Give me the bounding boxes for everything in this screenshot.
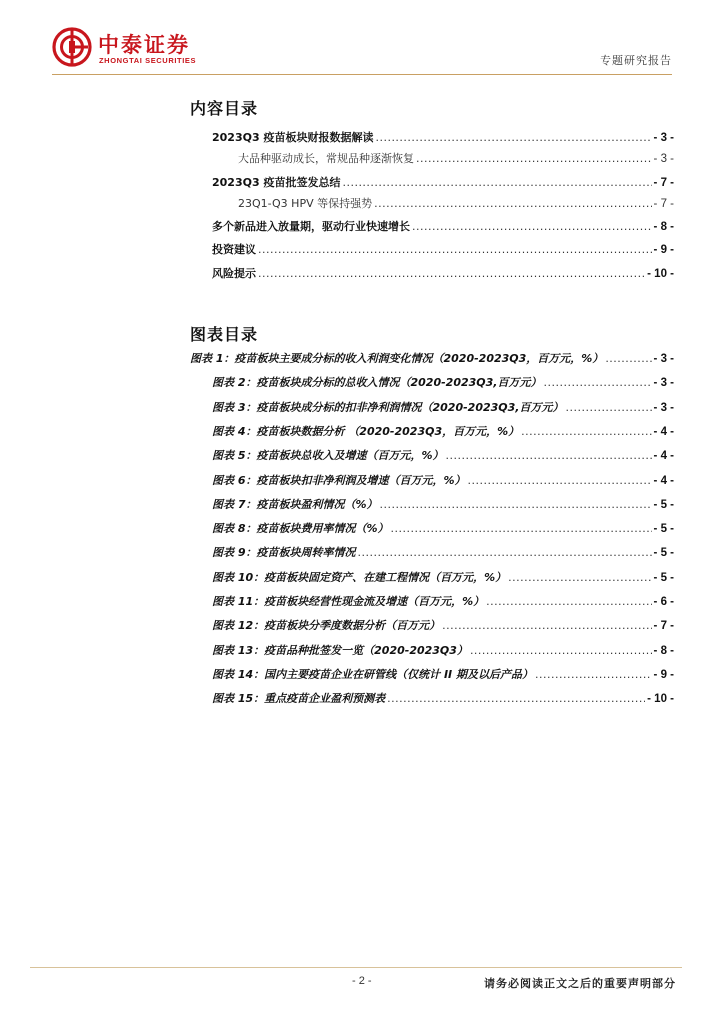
- contents-title: 内容目录: [190, 99, 259, 118]
- figures-title: 图表目录: [190, 325, 259, 344]
- toc-entry-label: 图表 7：疫苗板块盈利情况（%）: [212, 497, 378, 511]
- dot-leader: [342, 174, 651, 192]
- disclaimer-note: 请务必阅读正文之后的重要声明部分: [484, 977, 676, 990]
- dot-leader: [470, 642, 652, 660]
- dot-leader: [391, 520, 652, 538]
- toc-entry-label: 2023Q3 疫苗板块财报数据解读: [212, 131, 374, 144]
- toc-entry-page: - 3 -: [653, 353, 674, 365]
- toc-entry[interactable]: [212, 218, 674, 236]
- toc-entry-page: - 4 -: [653, 425, 674, 438]
- logo-text-en: ZHONGTAI SECURITIES: [99, 56, 197, 65]
- toc-entry-label: 图表 3：疫苗板块成分标的扣非净利润情况（2020-2023Q3,百万元）: [212, 400, 564, 414]
- toc-entry-page: - 3 -: [653, 377, 674, 390]
- toc-entry-page: - 7 -: [653, 620, 674, 633]
- toc-entry-page: - 9 -: [653, 244, 674, 256]
- logo-text-cn: 中泰证券: [98, 33, 190, 57]
- dot-leader: [375, 129, 651, 147]
- dot-leader: [357, 544, 651, 562]
- toc-entry[interactable]: [212, 593, 674, 611]
- toc-entry[interactable]: [212, 617, 674, 635]
- toc-entry-label: 多个新品进入放量期，驱动行业快速增长: [212, 220, 410, 233]
- toc-entry[interactable]: [212, 374, 674, 392]
- toc-entry[interactable]: [212, 423, 674, 441]
- page-header: [0, 0, 724, 75]
- toc-entry[interactable]: [190, 350, 674, 368]
- toc-entry-page: - 5 -: [653, 547, 674, 560]
- toc-entry-label: 图表 2：疫苗板块成分标的总收入情况（2020-2023Q3,百万元）: [212, 376, 542, 390]
- dot-leader: [412, 218, 652, 236]
- toc-entry[interactable]: [212, 642, 674, 660]
- toc-entry-label: 2023Q3 疫苗批签发总结: [212, 176, 341, 189]
- toc-entry-label: 图表 5：疫苗板块总收入及增速（百万元，%）: [212, 449, 444, 463]
- toc-entry-label: 图表 11：疫苗板块经营性现金流及增速（百万元，%）: [212, 595, 485, 608]
- toc-entry-label: 图表 6：疫苗板块扣非净利润及增速（百万元，%）: [212, 473, 466, 487]
- toc-entry-label: 图表 14：国内主要疫苗企业在研管线（仅统计 II 期及以后产品）: [212, 667, 533, 681]
- toc-entry[interactable]: [212, 544, 674, 562]
- toc-entry-page: - 3 -: [653, 153, 674, 165]
- toc-entry-label: 大品种驱动成长，常规品种逐渐恢复: [238, 152, 414, 165]
- toc-entry-label: 图表 13：疫苗品种批签发一览（2020-2023Q3）: [212, 643, 468, 657]
- toc-entry-page: - 5 -: [653, 523, 674, 536]
- company-logo: [52, 27, 232, 69]
- toc-entry-page: - 8 -: [653, 221, 674, 233]
- toc-entry[interactable]: [212, 666, 674, 684]
- toc-entry[interactable]: [212, 569, 674, 587]
- dot-leader: [521, 423, 651, 441]
- footer-divider: [30, 967, 682, 968]
- dot-leader: [380, 496, 652, 514]
- toc-entry-page: - 9 -: [653, 668, 674, 681]
- toc-entry-page: - 10 -: [647, 693, 674, 706]
- toc-entry-page: - 5 -: [653, 571, 674, 584]
- dot-leader: [508, 569, 651, 587]
- dot-leader: [258, 265, 645, 283]
- dot-leader: [416, 150, 652, 168]
- toc-entry-label: 图表 12：疫苗板块分季度数据分析（百万元）: [212, 619, 441, 633]
- toc-entry-label: 图表 10：疫苗板块固定资产、在建工程情况（百万元，%）: [212, 570, 507, 584]
- toc-entry-page: - 10 -: [647, 268, 674, 280]
- page-number: - 2 -: [352, 975, 372, 987]
- toc-entry[interactable]: [212, 174, 674, 192]
- toc-entry[interactable]: [212, 520, 674, 538]
- toc-entry-label: 23Q1-Q3 HPV 等保持强势: [238, 197, 373, 210]
- dot-leader: [446, 447, 652, 465]
- toc-entry[interactable]: [238, 195, 674, 213]
- toc-entry[interactable]: [212, 265, 674, 283]
- toc-entry[interactable]: [212, 690, 674, 708]
- toc-entry-page: - 4 -: [653, 474, 674, 487]
- toc-entry-page: - 5 -: [653, 498, 674, 511]
- dot-leader: [258, 241, 652, 259]
- dot-leader: [387, 690, 645, 708]
- toc-entry-page: - 6 -: [653, 596, 674, 608]
- toc-entry-label: 图表 4：疫苗板块数据分析 （2020-2023Q3，百万元，%）: [212, 424, 520, 438]
- logo-emblem-icon: [52, 27, 92, 67]
- toc-entry-label: 图表 1：疫苗板块主要成分标的收入利润变化情况（2020-2023Q3，百万元，%）: [190, 352, 604, 365]
- toc-entry-label: 投资建议: [212, 243, 256, 256]
- toc-entry-page: - 3 -: [653, 401, 674, 414]
- dot-leader: [468, 472, 652, 490]
- toc-entry-label: 图表 9：疫苗板块周转率情况: [212, 546, 356, 560]
- toc-entry-page: - 8 -: [653, 644, 674, 657]
- toc-entry-page: - 7 -: [653, 198, 674, 210]
- toc-entry-label: 风险提示: [212, 267, 256, 280]
- toc-entry[interactable]: [238, 150, 674, 168]
- toc-entry[interactable]: [212, 399, 674, 417]
- toc-entry[interactable]: [212, 129, 674, 147]
- toc-entry-label: 图表 15：重点疫苗企业盈利预测表: [212, 692, 386, 706]
- document-type: 专题研究报告: [600, 54, 672, 67]
- dot-leader: [565, 399, 651, 417]
- dot-leader: [486, 593, 651, 611]
- dot-leader: [442, 617, 651, 635]
- toc-entry[interactable]: [212, 496, 674, 514]
- toc-entry[interactable]: [212, 241, 674, 259]
- toc-entry-label: 图表 8：疫苗板块费用率情况（%）: [212, 522, 389, 536]
- dot-leader: [535, 666, 652, 684]
- toc-entry-page: - 4 -: [653, 450, 674, 463]
- header-divider: [52, 74, 672, 75]
- toc-entry-page: - 3 -: [653, 132, 674, 144]
- dot-leader: [605, 350, 651, 368]
- toc-entry[interactable]: [212, 447, 674, 465]
- dot-leader: [543, 374, 651, 392]
- toc-entry-page: - 7 -: [653, 177, 674, 189]
- dot-leader: [374, 195, 651, 213]
- toc-entry[interactable]: [212, 472, 674, 490]
